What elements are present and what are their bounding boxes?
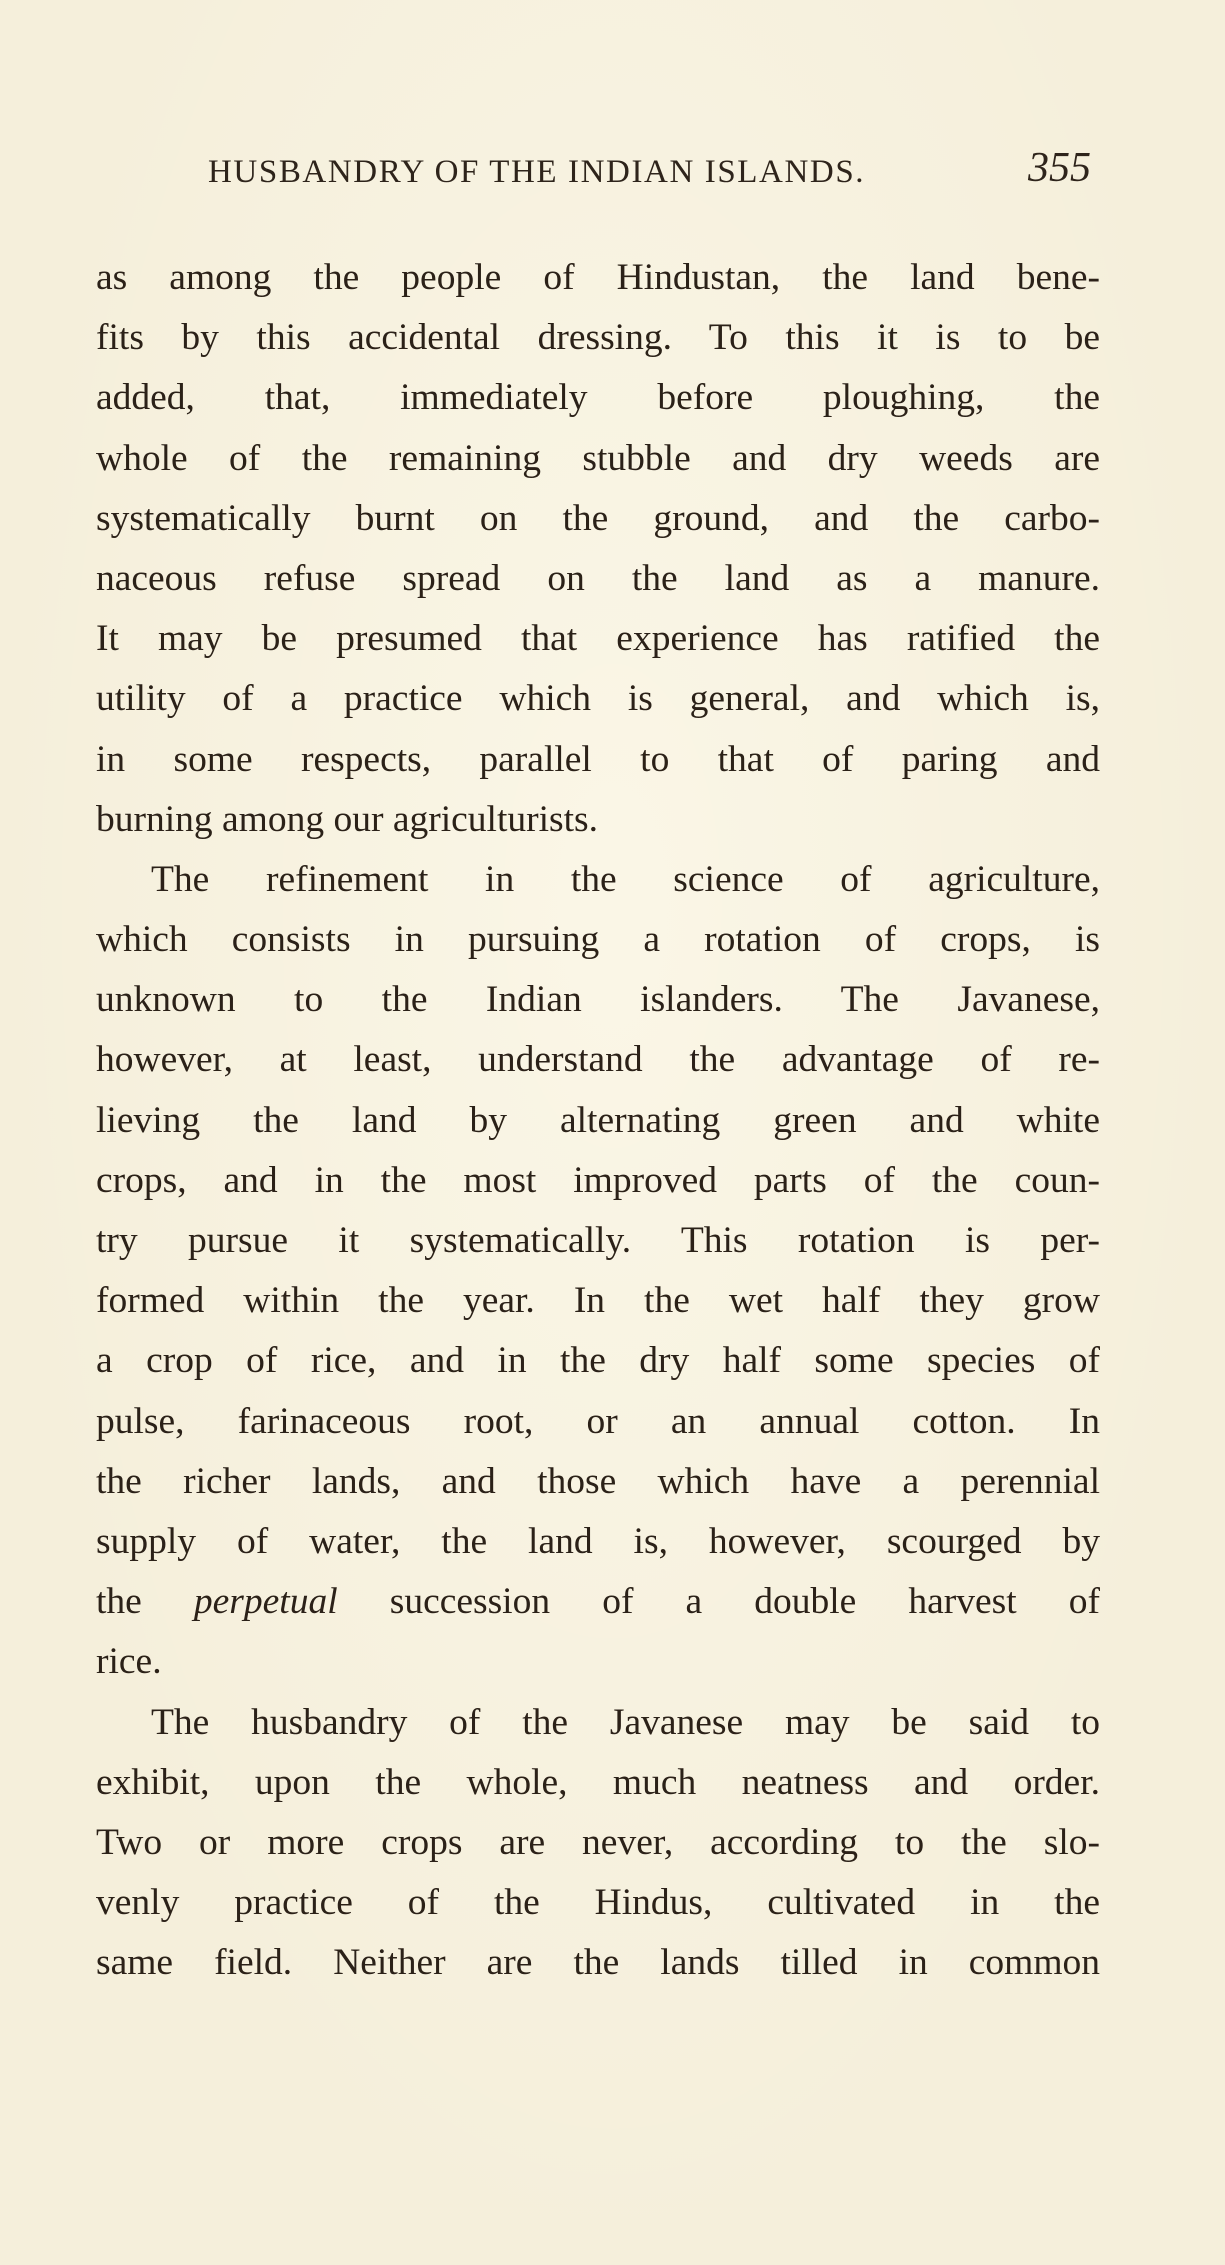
- running-head: [0, 145, 1225, 200]
- text-line: venly practice of the Hindus, cultivated in the: [96, 1882, 1100, 1924]
- text-line: Two or more crops are never, according to the slo-: [96, 1821, 1100, 1863]
- text-line: whole of the remaining stubble and dry weeds are: [96, 437, 1100, 479]
- paragraph-first-line: The refinement in the science of agriculture,: [151, 858, 1100, 900]
- italic-word: perpetual: [193, 1581, 338, 1623]
- text-line: formed within the year. In the wet half they grow: [96, 1280, 1100, 1322]
- running-head-title: HUSBANDRY OF THE INDIAN ISLANDS.: [208, 154, 866, 190]
- text-line-with-italic: [96, 1572, 1100, 1632]
- text-line: exhibit, upon the whole, much neatness and order.: [96, 1761, 1100, 1803]
- text-line: crops, and in the most improved parts of the coun-: [96, 1159, 1100, 1201]
- text-line: naceous refuse spread on the land as a manure.: [96, 557, 1100, 599]
- page-number: 355: [1028, 145, 1091, 191]
- text-line: rice.: [96, 1641, 162, 1683]
- text-line: try pursue it systematically. This rotation is per-: [96, 1220, 1100, 1261]
- text-line: unknown to the Indian islanders. The Javanese,: [96, 979, 1100, 1021]
- text-line: It may be presumed that experience has ratified the: [96, 618, 1100, 660]
- paragraph-first-line: The husbandry of the Javanese may be said to: [151, 1701, 1100, 1743]
- text-fragment: succession of a double harvest of: [337, 1581, 1100, 1623]
- text-line: burning among our agriculturists.: [96, 798, 599, 840]
- text-line: a crop of rice, and in the dry half some species of: [96, 1340, 1100, 1382]
- text-line: supply of water, the land is, however, scourged by: [96, 1520, 1100, 1562]
- text-line: same field. Neither are the lands tilled in common: [96, 1942, 1100, 1984]
- text-line: pulse, farinaceous root, or an annual cotton. In: [96, 1400, 1100, 1442]
- text-line: as among the people of Hindustan, the land bene-: [96, 257, 1100, 298]
- text-line: fits by this accidental dressing. To this it is to be: [96, 317, 1100, 359]
- text-fragment: the: [96, 1581, 194, 1623]
- text-line: however, at least, understand the advantage of re-: [96, 1039, 1100, 1081]
- text-line: the richer lands, and those which have a perennial: [96, 1460, 1100, 1502]
- text-line: which consists in pursuing a rotation of crops, is: [96, 919, 1100, 961]
- text-line: added, that, immediately before ploughing, the: [96, 377, 1100, 419]
- body-text: [96, 248, 1100, 1993]
- text-line: in some respects, parallel to that of paring and: [96, 738, 1100, 780]
- text-line: systematically burnt on the ground, and the carbo-: [96, 497, 1100, 539]
- text-line: utility of a practice which is general, and which is,: [96, 678, 1100, 720]
- text-line: lieving the land by alternating green and white: [96, 1099, 1100, 1141]
